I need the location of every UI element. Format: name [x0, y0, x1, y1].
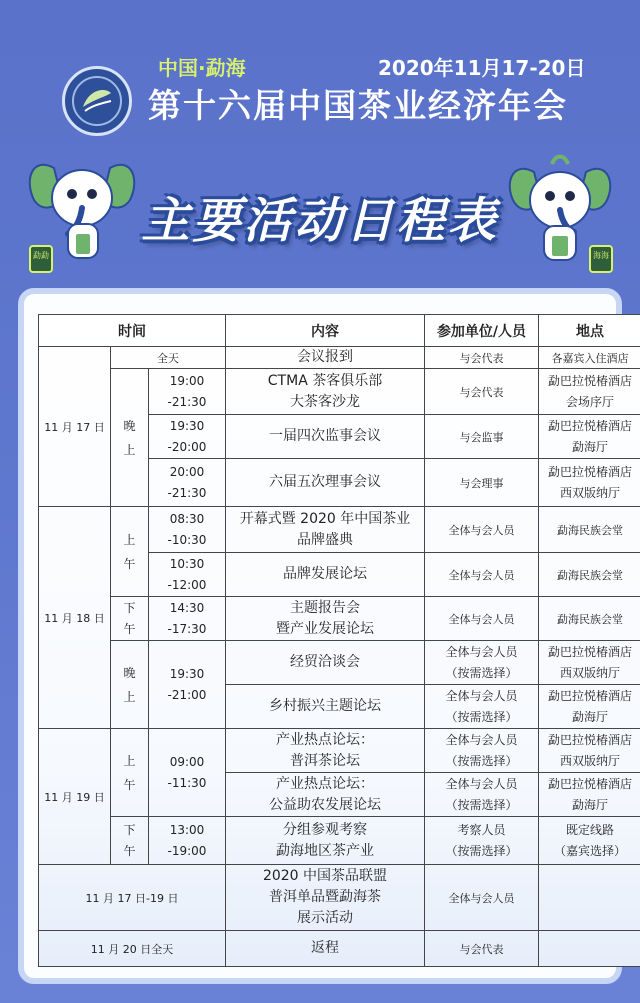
- time-end: -10:30: [167, 532, 207, 547]
- event-location: 中国·勐海: [158, 56, 246, 80]
- period-cell: [111, 369, 149, 507]
- participants-cell: 与会代表: [425, 347, 539, 369]
- header-participants: 参加单位/人员: [425, 315, 539, 347]
- content-cell: 返程: [226, 931, 425, 967]
- period-label: 上: [123, 532, 136, 547]
- venue-line: 勐巴拉悦椿酒店: [547, 418, 632, 433]
- venue-line: 勐海厅: [571, 439, 608, 454]
- time-end: -20:00: [167, 439, 207, 454]
- period-label: 午: [123, 556, 136, 571]
- period-label: 上: [123, 689, 136, 704]
- time-start: 19:30: [169, 666, 205, 681]
- venue-cell: [539, 817, 640, 865]
- venue-line: 勐巴拉悦椿酒店: [547, 373, 632, 388]
- venue-cell: [539, 729, 640, 773]
- participants-cell: 全体与会人员: [425, 597, 539, 641]
- date-cell: 11 月 18 日: [39, 507, 111, 729]
- venue-cell: 勐海民族会堂: [539, 507, 640, 553]
- period-cell: [111, 729, 149, 817]
- participants-cell: [425, 773, 539, 817]
- period-label: 午: [123, 777, 136, 792]
- content-line: 品牌盛典: [297, 531, 353, 548]
- date-cell: 11 月 20 日全天: [39, 931, 226, 967]
- venue-cell: [539, 415, 640, 459]
- time-end: -21:30: [167, 485, 207, 500]
- table-row: [39, 369, 640, 415]
- venue-cell: [539, 773, 640, 817]
- participants-line: 全体与会人员: [445, 688, 518, 703]
- content-cell: [226, 773, 425, 817]
- period-label: 晚: [123, 665, 136, 680]
- content-line: 大茶客沙龙: [290, 393, 360, 410]
- time-end: -21:00: [167, 687, 207, 702]
- time-end: -19:00: [167, 843, 207, 858]
- venue-line: 勐海厅: [571, 797, 608, 812]
- schedule-table: [38, 314, 640, 967]
- period-cell: [111, 507, 149, 597]
- venue-line: 勐巴拉悦椿酒店: [547, 732, 632, 747]
- venue-line: 既定线路: [565, 822, 614, 837]
- venue-line: 勐巴拉悦椿酒店: [547, 688, 632, 703]
- content-line: CTMA 茶客俱乐部: [267, 372, 383, 389]
- time-start: 13:00: [169, 822, 205, 837]
- time-start: 10:30: [169, 556, 205, 571]
- table-row: [39, 817, 640, 865]
- content-line: 普洱茶论坛: [290, 752, 360, 769]
- content-cell: [226, 865, 425, 931]
- content-cell: [226, 597, 425, 641]
- table-row: [39, 865, 640, 931]
- time-start: 08:30: [169, 511, 205, 526]
- participants-line: （按需选择）: [445, 843, 518, 858]
- period-cell: [111, 597, 149, 641]
- period-label: 午: [123, 843, 136, 858]
- participants-line: 全体与会人员: [445, 644, 518, 659]
- content-cell: 会议报到: [226, 347, 425, 369]
- conference-title: 第十六届中国茶业经济年会: [148, 86, 568, 125]
- time-end: -11:30: [167, 775, 207, 790]
- venue-line: 西双版纳厅: [559, 753, 620, 768]
- venue-cell: 勐海民族会堂: [539, 597, 640, 641]
- table-row: [39, 507, 640, 553]
- event-dates: 2020年11月17-20日: [378, 56, 586, 80]
- venue-cell: [539, 931, 640, 967]
- content-cell: 乡村振兴主题论坛: [226, 685, 425, 729]
- period-cell: 全天: [111, 347, 226, 369]
- participants-line: （按需选择）: [445, 709, 518, 724]
- venue-cell: [539, 369, 640, 415]
- right-badge-label: 海海: [593, 251, 609, 260]
- time-cell: [149, 641, 226, 729]
- content-line: 勐海地区茶产业: [276, 842, 374, 859]
- header-time: 时间: [39, 315, 226, 347]
- participants-cell: [425, 685, 539, 729]
- participants-cell: 全体与会人员: [425, 865, 539, 931]
- date-cell: 11 月 19 日: [39, 729, 111, 865]
- time-cell: [149, 415, 226, 459]
- time-cell: [149, 507, 226, 553]
- participants-cell: 与会代表: [425, 931, 539, 967]
- period-cell: [111, 817, 149, 865]
- venue-cell: [539, 459, 640, 507]
- time-end: -21:30: [167, 394, 207, 409]
- period-label: 上: [123, 753, 136, 768]
- period-label: 上: [123, 442, 136, 457]
- content-line: 公益助农发展论坛: [269, 796, 381, 813]
- content-cell: 经贸洽谈会: [226, 641, 425, 685]
- venue-cell: 勐海民族会堂: [539, 553, 640, 597]
- content-line: 产业热点论坛：: [276, 731, 374, 748]
- date-cell: 11 月 17 日: [39, 347, 111, 507]
- venue-line: 会场序厅: [565, 394, 614, 409]
- participants-line: （按需选择）: [445, 753, 518, 768]
- venue-line: 勐巴拉悦椿酒店: [547, 464, 632, 479]
- venue-cell: [539, 685, 640, 729]
- association-logo-icon: [62, 66, 132, 136]
- content-cell: 六届五次理事会议: [226, 459, 425, 507]
- participants-line: （按需选择）: [445, 665, 518, 680]
- participants-line: （按需选择）: [445, 797, 518, 812]
- time-cell: [149, 369, 226, 415]
- time-start: 19:00: [169, 373, 205, 388]
- content-line: 产业热点论坛：: [276, 775, 374, 792]
- period-label: 下: [123, 822, 136, 837]
- table-row: [39, 347, 640, 369]
- participants-cell: [425, 729, 539, 773]
- content-cell: [226, 369, 425, 415]
- participants-cell: 与会代表: [425, 369, 539, 415]
- content-line: 展示活动: [297, 910, 353, 926]
- venue-line: （嘉宾选择）: [553, 843, 626, 858]
- venue-line: 勐巴拉悦椿酒店: [547, 776, 632, 791]
- period-label: 下: [123, 600, 136, 615]
- time-cell: [149, 817, 226, 865]
- participants-cell: 全体与会人员: [425, 507, 539, 553]
- content-cell: 品牌发展论坛: [226, 553, 425, 597]
- content-cell: [226, 507, 425, 553]
- participants-line: 全体与会人员: [445, 732, 518, 747]
- date-cell: 11 月 17 日-19 日: [39, 865, 226, 931]
- content-line: 暨产业发展论坛: [276, 620, 374, 637]
- table-row: [39, 641, 640, 685]
- content-cell: 一届四次监事会议: [226, 415, 425, 459]
- time-start: 19:30: [169, 418, 205, 433]
- time-cell: [149, 459, 226, 507]
- time-cell: [149, 597, 226, 641]
- main-title: 主要活动日程表: [141, 193, 499, 249]
- table-header-row: [39, 315, 640, 347]
- venue-cell: [539, 865, 640, 931]
- content-line: 普洱单品暨勐海茶: [269, 889, 381, 905]
- time-cell: [149, 729, 226, 817]
- content-cell: [226, 729, 425, 773]
- venue-line: 勐巴拉悦椿酒店: [547, 644, 632, 659]
- period-label: 午: [123, 621, 136, 636]
- time-start: 09:00: [169, 754, 205, 769]
- content-line: 分组参观考察: [283, 821, 367, 838]
- participants-cell: 与会理事: [425, 459, 539, 507]
- content-line: 开幕式暨 2020 年中国茶业: [239, 510, 411, 527]
- participants-cell: [425, 641, 539, 685]
- venue-line: 勐海厅: [571, 709, 608, 724]
- header-content: 内容: [226, 315, 425, 347]
- time-cell: [149, 553, 226, 597]
- venue-line: 西双版纳厅: [559, 665, 620, 680]
- table-row: [39, 597, 640, 641]
- venue-cell: [539, 641, 640, 685]
- header: [0, 0, 640, 290]
- time-end: -17:30: [167, 621, 207, 636]
- participants-cell: [425, 817, 539, 865]
- table-row: [39, 729, 640, 773]
- participants-cell: 全体与会人员: [425, 553, 539, 597]
- venue-line: 西双版纳厅: [559, 485, 620, 500]
- table-row: [39, 931, 640, 967]
- time-start: 20:00: [169, 464, 205, 479]
- period-cell: [111, 641, 149, 729]
- participants-line: 全体与会人员: [445, 776, 518, 791]
- time-start: 14:30: [169, 600, 205, 615]
- content-line: 主题报告会: [290, 599, 360, 616]
- left-badge-label: 勐勐: [33, 251, 49, 260]
- participants-cell: 与会监事: [425, 415, 539, 459]
- content-cell: [226, 817, 425, 865]
- time-end: -12:00: [167, 577, 207, 592]
- content-line: 2020 中国茶品联盟: [262, 868, 388, 884]
- period-label: 晚: [123, 418, 136, 433]
- venue-cell: 各嘉宾入住酒店: [539, 347, 640, 369]
- participants-line: 考察人员: [457, 822, 506, 837]
- header-venue: 地点: [539, 315, 640, 347]
